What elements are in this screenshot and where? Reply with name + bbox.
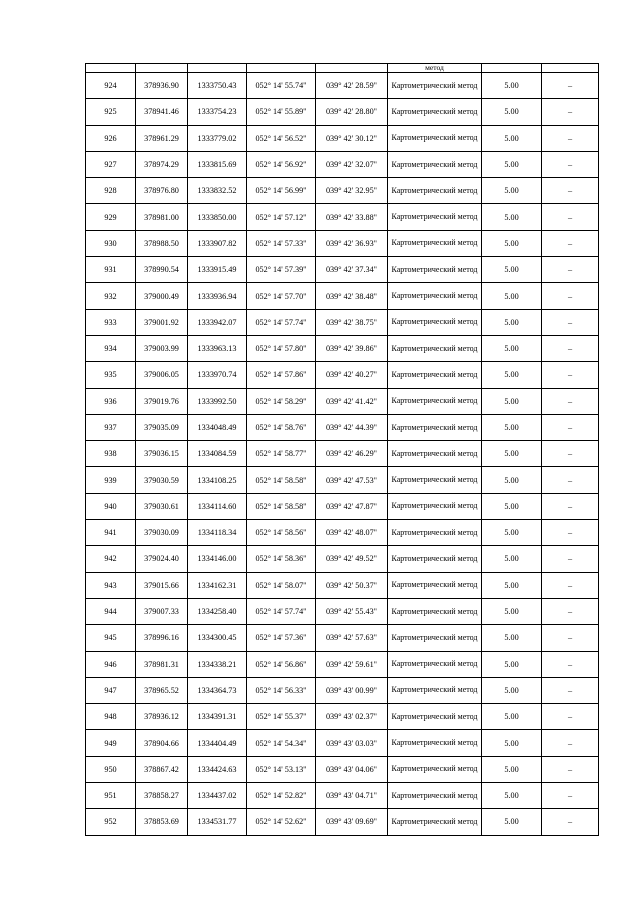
- coord-y-cell: 1334364.73: [188, 677, 247, 703]
- table-row: [86, 572, 599, 598]
- method-cell: Картометрический метод: [388, 651, 482, 677]
- coord-y-cell: 1333942.07: [188, 309, 247, 335]
- coord-x-cell: 379006.05: [136, 362, 188, 388]
- longitude-cell: 039° 43' 02.37": [316, 704, 388, 730]
- accuracy-cell: 5.00: [482, 677, 542, 703]
- latitude-cell: 052° 14' 56.52": [247, 125, 316, 151]
- table-row: [86, 809, 599, 835]
- table-row: [86, 309, 599, 335]
- latitude-cell: 052° 14' 56.99": [247, 178, 316, 204]
- coord-y-cell: 1334300.45: [188, 625, 247, 651]
- method-cell: Картометрический метод: [388, 99, 482, 125]
- point-number-cell: 938: [86, 441, 136, 467]
- table-row: [86, 178, 599, 204]
- point-number-cell: 926: [86, 125, 136, 151]
- accuracy-cell: 5.00: [482, 493, 542, 519]
- longitude-cell: 039° 42' 36.93": [316, 230, 388, 256]
- accuracy-cell: 5.00: [482, 651, 542, 677]
- coord-y-cell: 1333750.43: [188, 73, 247, 99]
- method-cell: Картометрический метод: [388, 572, 482, 598]
- longitude-cell: 039° 42' 38.75": [316, 309, 388, 335]
- latitude-cell: 052° 14' 57.74": [247, 309, 316, 335]
- table-row: [86, 651, 599, 677]
- accuracy-cell: 5.00: [482, 756, 542, 782]
- method-cell: Картометрический метод: [388, 335, 482, 361]
- method-cell: Картометрический метод: [388, 756, 482, 782]
- longitude-cell: 039° 43' 00.99": [316, 677, 388, 703]
- coord-y-cell: 1334391.31: [188, 704, 247, 730]
- note-cell: –: [542, 335, 599, 361]
- coord-x-cell: 379000.49: [136, 283, 188, 309]
- point-number-cell: 928: [86, 178, 136, 204]
- point-number-cell: 945: [86, 625, 136, 651]
- note-cell: –: [542, 809, 599, 835]
- stub-method-tail: метод: [388, 64, 482, 73]
- point-number-cell: 952: [86, 809, 136, 835]
- point-number-cell: 947: [86, 677, 136, 703]
- accuracy-cell: 5.00: [482, 730, 542, 756]
- table-row: [86, 467, 599, 493]
- point-number-cell: 932: [86, 283, 136, 309]
- latitude-cell: 052° 14' 53.13": [247, 756, 316, 782]
- coord-y-cell: 1334114.60: [188, 493, 247, 519]
- accuracy-cell: 5.00: [482, 625, 542, 651]
- coord-x-cell: 378858.27: [136, 783, 188, 809]
- accuracy-cell: 5.00: [482, 414, 542, 440]
- latitude-cell: 052° 14' 57.74": [247, 598, 316, 624]
- point-number-cell: 940: [86, 493, 136, 519]
- latitude-cell: 052° 14' 58.36": [247, 546, 316, 572]
- coord-x-cell: 379035.09: [136, 414, 188, 440]
- method-cell: Картометрический метод: [388, 230, 482, 256]
- note-cell: –: [542, 283, 599, 309]
- latitude-cell: 052° 14' 58.58": [247, 467, 316, 493]
- table-row: [86, 493, 599, 519]
- table-row: [86, 598, 599, 624]
- note-cell: –: [542, 388, 599, 414]
- coord-x-cell: 378976.80: [136, 178, 188, 204]
- point-number-cell: 942: [86, 546, 136, 572]
- method-cell: Картометрический метод: [388, 204, 482, 230]
- longitude-cell: 039° 42' 40.27": [316, 362, 388, 388]
- latitude-cell: 052° 14' 56.33": [247, 677, 316, 703]
- point-number-cell: 927: [86, 151, 136, 177]
- coord-y-cell: 1333992.50: [188, 388, 247, 414]
- coord-x-cell: 378988.50: [136, 230, 188, 256]
- method-cell: Картометрический метод: [388, 704, 482, 730]
- coord-x-cell: 379015.66: [136, 572, 188, 598]
- note-cell: –: [542, 546, 599, 572]
- coord-y-cell: 1333754.23: [188, 99, 247, 125]
- longitude-cell: 039° 42' 57.63": [316, 625, 388, 651]
- note-cell: –: [542, 467, 599, 493]
- stub-cell: [247, 64, 316, 73]
- coordinates-table-body: [86, 64, 599, 836]
- note-cell: –: [542, 704, 599, 730]
- point-number-cell: 949: [86, 730, 136, 756]
- note-cell: –: [542, 414, 599, 440]
- table-row: [86, 335, 599, 361]
- coord-y-cell: 1334424.63: [188, 756, 247, 782]
- longitude-cell: 039° 42' 28.80": [316, 99, 388, 125]
- coord-x-cell: 379007.33: [136, 598, 188, 624]
- table-row: [86, 414, 599, 440]
- latitude-cell: 052° 14' 58.58": [247, 493, 316, 519]
- table-row: [86, 441, 599, 467]
- accuracy-cell: 5.00: [482, 598, 542, 624]
- note-cell: –: [542, 441, 599, 467]
- method-cell: Картометрический метод: [388, 257, 482, 283]
- accuracy-cell: 5.00: [482, 230, 542, 256]
- coord-x-cell: 378981.00: [136, 204, 188, 230]
- latitude-cell: 052° 14' 58.56": [247, 520, 316, 546]
- coord-x-cell: 378965.52: [136, 677, 188, 703]
- longitude-cell: 039° 42' 38.48": [316, 283, 388, 309]
- table-row: [86, 151, 599, 177]
- note-cell: –: [542, 783, 599, 809]
- longitude-cell: 039° 42' 28.59": [316, 73, 388, 99]
- coord-x-cell: 378990.54: [136, 257, 188, 283]
- point-number-cell: 929: [86, 204, 136, 230]
- coord-y-cell: 1333963.13: [188, 335, 247, 361]
- latitude-cell: 052° 14' 52.82": [247, 783, 316, 809]
- point-number-cell: 946: [86, 651, 136, 677]
- method-cell: Картометрический метод: [388, 546, 482, 572]
- longitude-cell: 039° 43' 09.69": [316, 809, 388, 835]
- latitude-cell: 052° 14' 58.07": [247, 572, 316, 598]
- point-number-cell: 924: [86, 73, 136, 99]
- note-cell: –: [542, 625, 599, 651]
- coord-y-cell: 1334258.40: [188, 598, 247, 624]
- coord-x-cell: 378974.29: [136, 151, 188, 177]
- accuracy-cell: 5.00: [482, 441, 542, 467]
- method-cell: Картометрический метод: [388, 677, 482, 703]
- longitude-cell: 039° 42' 30.12": [316, 125, 388, 151]
- point-number-cell: 933: [86, 309, 136, 335]
- note-cell: –: [542, 677, 599, 703]
- point-number-cell: 948: [86, 704, 136, 730]
- longitude-cell: 039° 42' 44.39": [316, 414, 388, 440]
- accuracy-cell: 5.00: [482, 204, 542, 230]
- note-cell: –: [542, 73, 599, 99]
- method-cell: Картометрический метод: [388, 151, 482, 177]
- note-cell: –: [542, 520, 599, 546]
- latitude-cell: 052° 14' 57.39": [247, 257, 316, 283]
- coord-x-cell: 378961.29: [136, 125, 188, 151]
- longitude-cell: 039° 42' 47.53": [316, 467, 388, 493]
- table-row: [86, 283, 599, 309]
- accuracy-cell: 5.00: [482, 335, 542, 361]
- coord-y-cell: 1333815.69: [188, 151, 247, 177]
- longitude-cell: 039° 42' 32.95": [316, 178, 388, 204]
- note-cell: –: [542, 362, 599, 388]
- coord-y-cell: 1334404.49: [188, 730, 247, 756]
- coord-x-cell: 379030.61: [136, 493, 188, 519]
- accuracy-cell: 5.00: [482, 388, 542, 414]
- longitude-cell: 039° 43' 04.06": [316, 756, 388, 782]
- note-cell: –: [542, 151, 599, 177]
- table-row: [86, 388, 599, 414]
- longitude-cell: 039° 42' 37.34": [316, 257, 388, 283]
- coord-x-cell: 378904.66: [136, 730, 188, 756]
- coordinates-table: [85, 63, 599, 836]
- coord-x-cell: 379030.09: [136, 520, 188, 546]
- latitude-cell: 052° 14' 57.70": [247, 283, 316, 309]
- note-cell: –: [542, 230, 599, 256]
- point-number-cell: 935: [86, 362, 136, 388]
- method-cell: Картометрический метод: [388, 598, 482, 624]
- coord-y-cell: 1334437.02: [188, 783, 247, 809]
- longitude-cell: 039° 42' 47.87": [316, 493, 388, 519]
- latitude-cell: 052° 14' 55.74": [247, 73, 316, 99]
- note-cell: –: [542, 730, 599, 756]
- latitude-cell: 052° 14' 57.86": [247, 362, 316, 388]
- point-number-cell: 934: [86, 335, 136, 361]
- accuracy-cell: 5.00: [482, 125, 542, 151]
- longitude-cell: 039° 42' 49.52": [316, 546, 388, 572]
- method-cell: Картометрический метод: [388, 493, 482, 519]
- stub-cell: [542, 64, 599, 73]
- table-row: [86, 230, 599, 256]
- latitude-cell: 052° 14' 58.76": [247, 414, 316, 440]
- note-cell: –: [542, 204, 599, 230]
- longitude-cell: 039° 42' 32.07": [316, 151, 388, 177]
- table-row: [86, 730, 599, 756]
- stub-cell: [86, 64, 136, 73]
- accuracy-cell: 5.00: [482, 178, 542, 204]
- note-cell: –: [542, 598, 599, 624]
- accuracy-cell: 5.00: [482, 151, 542, 177]
- coord-x-cell: 379036.15: [136, 441, 188, 467]
- point-number-cell: 944: [86, 598, 136, 624]
- longitude-cell: 039° 42' 48.07": [316, 520, 388, 546]
- table-row: [86, 546, 599, 572]
- accuracy-cell: 5.00: [482, 546, 542, 572]
- latitude-cell: 052° 14' 54.34": [247, 730, 316, 756]
- coord-y-cell: 1333850.00: [188, 204, 247, 230]
- table-row: [86, 125, 599, 151]
- coord-x-cell: 378867.42: [136, 756, 188, 782]
- coord-y-cell: 1334162.31: [188, 572, 247, 598]
- longitude-cell: 039° 42' 50.37": [316, 572, 388, 598]
- stub-cell: [482, 64, 542, 73]
- coord-y-cell: 1334048.49: [188, 414, 247, 440]
- point-number-cell: 930: [86, 230, 136, 256]
- coord-x-cell: 379001.92: [136, 309, 188, 335]
- latitude-cell: 052° 14' 58.77": [247, 441, 316, 467]
- note-cell: –: [542, 572, 599, 598]
- coord-y-cell: 1334338.21: [188, 651, 247, 677]
- accuracy-cell: 5.00: [482, 572, 542, 598]
- accuracy-cell: 5.00: [482, 283, 542, 309]
- coord-x-cell: 379024.40: [136, 546, 188, 572]
- method-cell: Картометрический метод: [388, 73, 482, 99]
- accuracy-cell: 5.00: [482, 309, 542, 335]
- coord-x-cell: 379019.76: [136, 388, 188, 414]
- coord-x-cell: 378936.90: [136, 73, 188, 99]
- coord-x-cell: 378936.12: [136, 704, 188, 730]
- point-number-cell: 951: [86, 783, 136, 809]
- longitude-cell: 039° 42' 41.42": [316, 388, 388, 414]
- method-cell: Картометрический метод: [388, 309, 482, 335]
- coord-x-cell: 379003.99: [136, 335, 188, 361]
- stub-cell: [316, 64, 388, 73]
- coord-y-cell: 1333915.49: [188, 257, 247, 283]
- accuracy-cell: 5.00: [482, 257, 542, 283]
- table-row: [86, 204, 599, 230]
- method-cell: Картометрический метод: [388, 520, 482, 546]
- method-cell: Картометрический метод: [388, 730, 482, 756]
- point-number-cell: 943: [86, 572, 136, 598]
- note-cell: –: [542, 651, 599, 677]
- coord-y-cell: 1333970.74: [188, 362, 247, 388]
- method-cell: Картометрический метод: [388, 414, 482, 440]
- table-row: [86, 362, 599, 388]
- note-cell: –: [542, 178, 599, 204]
- note-cell: –: [542, 125, 599, 151]
- latitude-cell: 052° 14' 56.86": [247, 651, 316, 677]
- latitude-cell: 052° 14' 56.92": [247, 151, 316, 177]
- table-row: [86, 99, 599, 125]
- longitude-cell: 039° 42' 33.88": [316, 204, 388, 230]
- table-row: [86, 257, 599, 283]
- longitude-cell: 039° 42' 46.29": [316, 441, 388, 467]
- stub-cell: [188, 64, 247, 73]
- accuracy-cell: 5.00: [482, 704, 542, 730]
- accuracy-cell: 5.00: [482, 73, 542, 99]
- method-cell: Картометрический метод: [388, 441, 482, 467]
- coord-x-cell: 378853.69: [136, 809, 188, 835]
- longitude-cell: 039° 43' 04.71": [316, 783, 388, 809]
- coord-x-cell: 378941.46: [136, 99, 188, 125]
- coord-x-cell: 379030.59: [136, 467, 188, 493]
- method-cell: Картометрический метод: [388, 388, 482, 414]
- coord-y-cell: 1334084.59: [188, 441, 247, 467]
- latitude-cell: 052° 14' 55.89": [247, 99, 316, 125]
- table-row: [86, 783, 599, 809]
- latitude-cell: 052° 14' 58.29": [247, 388, 316, 414]
- table-row: [86, 756, 599, 782]
- point-number-cell: 931: [86, 257, 136, 283]
- accuracy-cell: 5.00: [482, 520, 542, 546]
- longitude-cell: 039° 43' 03.03": [316, 730, 388, 756]
- method-cell: Картометрический метод: [388, 125, 482, 151]
- method-cell: Картометрический метод: [388, 809, 482, 835]
- stub-cell: [136, 64, 188, 73]
- continued-row-stub: [86, 64, 599, 73]
- coord-x-cell: 378981.31: [136, 651, 188, 677]
- method-cell: Картометрический метод: [388, 467, 482, 493]
- table-row: [86, 625, 599, 651]
- accuracy-cell: 5.00: [482, 467, 542, 493]
- coord-y-cell: 1334531.77: [188, 809, 247, 835]
- point-number-cell: 925: [86, 99, 136, 125]
- point-number-cell: 950: [86, 756, 136, 782]
- accuracy-cell: 5.00: [482, 809, 542, 835]
- method-cell: Картометрический метод: [388, 362, 482, 388]
- method-cell: Картометрический метод: [388, 283, 482, 309]
- point-number-cell: 936: [86, 388, 136, 414]
- coord-y-cell: 1333907.82: [188, 230, 247, 256]
- point-number-cell: 937: [86, 414, 136, 440]
- latitude-cell: 052° 14' 57.12": [247, 204, 316, 230]
- table-row: [86, 520, 599, 546]
- longitude-cell: 039° 42' 59.61": [316, 651, 388, 677]
- table-row: [86, 677, 599, 703]
- latitude-cell: 052° 14' 52.62": [247, 809, 316, 835]
- longitude-cell: 039° 42' 39.86": [316, 335, 388, 361]
- note-cell: –: [542, 493, 599, 519]
- note-cell: –: [542, 309, 599, 335]
- note-cell: –: [542, 756, 599, 782]
- table-row: [86, 73, 599, 99]
- longitude-cell: 039° 42' 55.43": [316, 598, 388, 624]
- note-cell: –: [542, 99, 599, 125]
- latitude-cell: 052° 14' 57.36": [247, 625, 316, 651]
- coord-y-cell: 1333936.94: [188, 283, 247, 309]
- method-cell: Картометрический метод: [388, 625, 482, 651]
- method-cell: Картометрический метод: [388, 783, 482, 809]
- accuracy-cell: 5.00: [482, 783, 542, 809]
- accuracy-cell: 5.00: [482, 362, 542, 388]
- latitude-cell: 052° 14' 57.80": [247, 335, 316, 361]
- latitude-cell: 052° 14' 57.33": [247, 230, 316, 256]
- coord-y-cell: 1334118.34: [188, 520, 247, 546]
- latitude-cell: 052° 14' 55.37": [247, 704, 316, 730]
- coord-x-cell: 378996.16: [136, 625, 188, 651]
- coord-y-cell: 1334146.00: [188, 546, 247, 572]
- coord-y-cell: 1333779.02: [188, 125, 247, 151]
- point-number-cell: 941: [86, 520, 136, 546]
- method-cell: Картометрический метод: [388, 178, 482, 204]
- accuracy-cell: 5.00: [482, 99, 542, 125]
- table-row: [86, 704, 599, 730]
- point-number-cell: 939: [86, 467, 136, 493]
- coord-y-cell: 1333832.52: [188, 178, 247, 204]
- note-cell: –: [542, 257, 599, 283]
- coord-y-cell: 1334108.25: [188, 467, 247, 493]
